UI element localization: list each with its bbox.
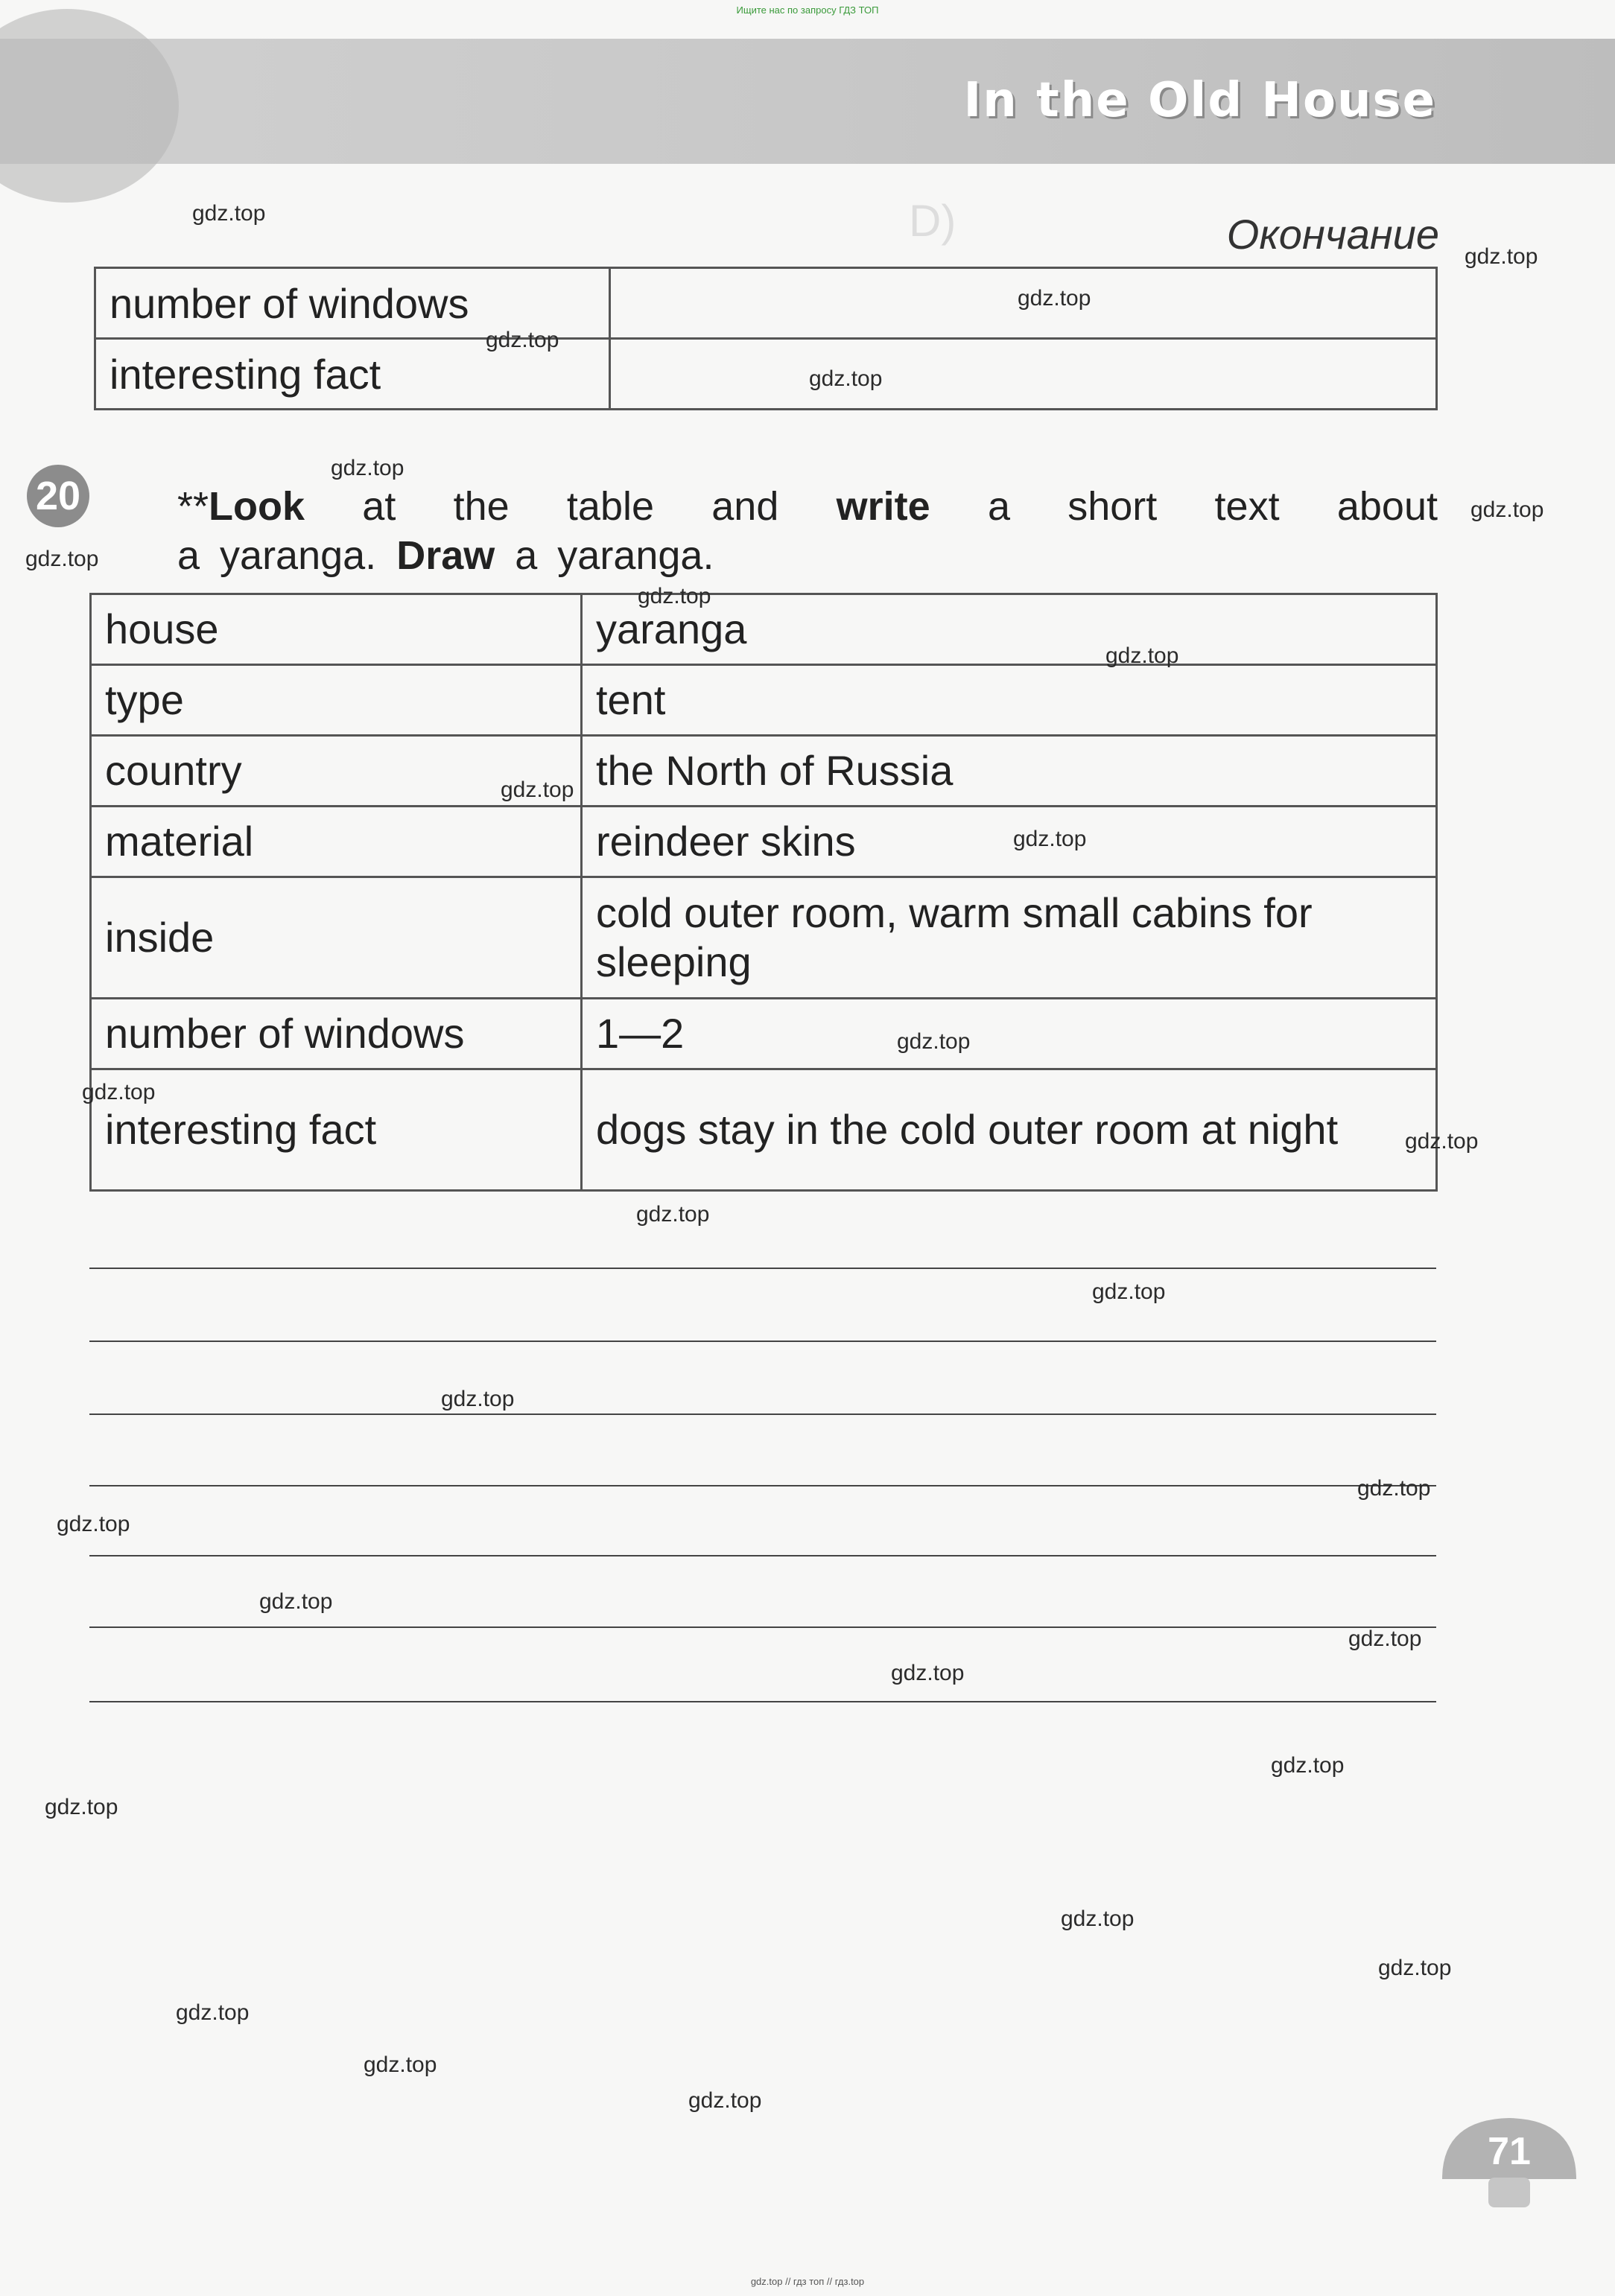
watermark: gdz.top — [1348, 1626, 1422, 1651]
watermark: gdz.top — [1105, 643, 1179, 668]
table-cell-value — [610, 339, 1437, 410]
bottom-note: gdz.top // гдз топ // гдз.top — [750, 2276, 865, 2287]
task-word-write: write — [836, 484, 930, 529]
exercise-number: 20 — [27, 465, 89, 527]
watermark: gdz.top — [1357, 1476, 1431, 1501]
watermark: gdz.top — [688, 2088, 762, 2113]
watermark: gdz.top — [1018, 286, 1091, 311]
table-row — [95, 339, 1437, 410]
watermark: gdz.top — [25, 547, 99, 571]
table-row — [91, 877, 1437, 999]
table-cell-label: inside — [91, 877, 582, 999]
table-cell-label: material — [91, 807, 582, 877]
watermark: gdz.top — [1061, 1907, 1135, 1931]
table-cell-label: interesting fact — [95, 339, 610, 410]
watermark: gdz.top — [1271, 1753, 1345, 1778]
table-cell-value: tent — [582, 665, 1437, 736]
watermark: gdz.top — [1378, 1956, 1452, 1980]
watermark: gdz.top — [636, 1202, 710, 1227]
writing-line — [89, 1555, 1436, 1556]
writing-line — [89, 1701, 1436, 1702]
watermark: gdz.top — [82, 1080, 156, 1104]
mushroom-page-icon — [1435, 2112, 1584, 2209]
table-row — [91, 999, 1437, 1069]
watermark: gdz.top — [638, 584, 711, 608]
table-cell-label: house — [91, 594, 582, 665]
table-cell-label: country — [91, 736, 582, 807]
table-row — [91, 665, 1437, 736]
table-cell-label: interesting fact — [91, 1069, 582, 1191]
table-row — [95, 268, 1437, 339]
watermark: gdz.top — [1470, 497, 1544, 522]
table-row — [91, 1069, 1437, 1191]
table-cell-label: type — [91, 665, 582, 736]
watermark: gdz.top — [192, 201, 266, 226]
table-cell-label: number of windows — [95, 268, 610, 339]
writing-line — [89, 1626, 1436, 1628]
watermark: gdz.top — [364, 2052, 437, 2077]
watermark: gdz.top — [1092, 1279, 1166, 1304]
table-cell-value: 1—2 — [582, 999, 1437, 1069]
continuation-label: Окончание — [1226, 211, 1439, 258]
watermark: gdz.top — [259, 1589, 333, 1614]
task-prefix: ** — [177, 484, 209, 529]
task-text-short: a short text about — [987, 484, 1438, 529]
watermark: gdz.top — [891, 1661, 965, 1685]
writing-line — [89, 1341, 1436, 1342]
watermark: gdz.top — [57, 1512, 130, 1536]
yaranga-table — [89, 593, 1438, 1192]
banner-decoration — [0, 9, 179, 203]
task-text-draw-rest: a yaranga. — [515, 533, 714, 578]
writing-line — [89, 1268, 1436, 1269]
watermark: gdz.top — [45, 1795, 118, 1819]
table-row — [91, 807, 1437, 877]
watermark: gdz.top — [1013, 827, 1087, 851]
watermark: gdz.top — [331, 456, 404, 480]
table-cell-value: cold outer room, warm small cabins for sleeping — [582, 877, 1437, 999]
watermark: gdz.top — [809, 366, 883, 391]
writing-line — [89, 1413, 1436, 1415]
page-number: 71 — [1488, 2130, 1531, 2173]
table-cell-value: reindeer skins — [582, 807, 1437, 877]
task-word-draw: Draw — [396, 533, 495, 578]
page-title: In the Old House — [963, 73, 1436, 128]
show-through-text: D) — [909, 196, 1155, 246]
writing-line — [89, 1485, 1436, 1486]
table-cell-label: number of windows — [91, 999, 582, 1069]
watermark: gdz.top — [486, 328, 559, 352]
task-instruction-line2 — [177, 532, 714, 579]
watermark: gdz.top — [1405, 1129, 1479, 1154]
watermark: gdz.top — [176, 2000, 250, 2025]
table-continuation — [94, 267, 1438, 410]
table-cell-value: dogs stay in the cold outer room at night — [582, 1069, 1437, 1191]
watermark: gdz.top — [501, 777, 574, 802]
table-cell-value: yaranga — [582, 594, 1437, 665]
table-cell-value: the North of Russia — [582, 736, 1437, 807]
watermark: gdz.top — [1465, 244, 1538, 269]
task-instruction-line1 — [177, 483, 1438, 530]
top-note: Ищите нас по запросу ГДЗ ТОП — [736, 4, 879, 16]
task-text-yaranga: a yaranga. — [177, 533, 377, 578]
table-row — [91, 594, 1437, 665]
watermark: gdz.top — [897, 1029, 971, 1054]
table-row — [91, 736, 1437, 807]
task-word-look: Look — [209, 484, 305, 529]
watermark: gdz.top — [441, 1387, 515, 1411]
task-text-at-table: at the table and — [362, 484, 779, 529]
